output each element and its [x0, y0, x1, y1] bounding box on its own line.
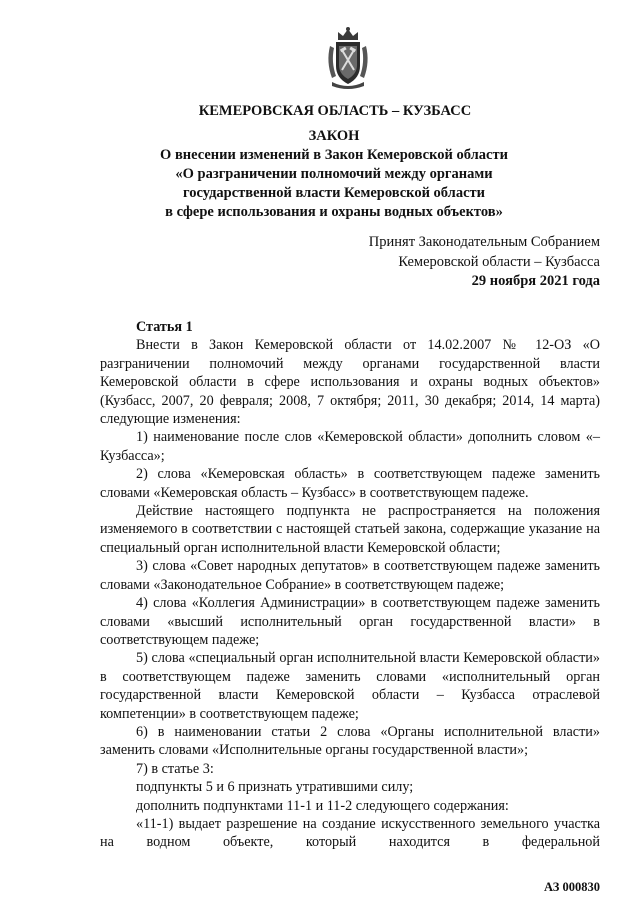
adoption-line: Кемеровской области – Кузбасса [398, 253, 600, 270]
article-paragraph: Действие настоящего подпункта не распространяется на положения изменяемого в соответствии с настоящей статьей закона, содержащие указание на специальный орган исполнительной власти Кемеровской области; [100, 503, 600, 556]
adoption-block [369, 233, 600, 292]
document-type: ЗАКОН [308, 128, 360, 144]
adoption-line: Принят Законодательным Собранием [368, 234, 600, 250]
article-heading: Статья 1 [136, 319, 193, 335]
article-paragraph: 2) слова «Кемеровская область» в соответствующем падеже заменить словами «Кемеровская область – Кузбасс» в соответствующем падеже. [100, 466, 600, 501]
article-paragraph: подпункты 5 и 6 признать утратившими силу; [136, 779, 414, 796]
law-title [0, 146, 640, 222]
article-body [100, 318, 600, 852]
region-heading: КЕМЕРОВСКАЯ ОБЛАСТЬ – КУЗБАСС [198, 103, 472, 119]
coat-of-arms-icon [324, 26, 372, 90]
article-paragraph: 4) слова «Коллегия Администрации» в соответствующем падеже заменить словами «высший исполнительный орган государственной власти» в соответствующем падеже; [100, 595, 600, 648]
article-paragraph: 1) наименование после слов «Кемеровской области» дополнить словом «– Кузбасса»; [100, 429, 600, 464]
form-serial-number: АЗ 000830 [544, 880, 600, 894]
article-paragraph: 3) слова «Совет народных депутатов» в соответствующем падеже заменить словами «Законодательное Собрание» в соответствующем падеже; [100, 558, 600, 593]
law-title-line: в сфере использования и охраны водных объектов» [165, 204, 503, 220]
law-title-line: государственной власти Кемеровской области [183, 185, 485, 201]
law-title-line: О внесении изменений в Закон Кемеровской области [160, 147, 508, 163]
article-paragraph: 5) слова «специальный орган исполнительной власти Кемеровской области» в соответствующем падеже заменить словами «исполнительный орган государственной власти Кемеровской области – Кузбасса отраслевой компетенции» в соответствующем падеже; [100, 650, 600, 722]
law-title-line: «О разграничении полномочий между органами [175, 166, 493, 182]
article-paragraph: дополнить подпунктами 11-1 и 11-2 следующего содержания: [136, 797, 509, 814]
article-paragraph: «11-1) выдает разрешение на создание искусственного земельного участка на водном объекте, который находится в федеральной [100, 815, 600, 851]
article-paragraph: Внести в Закон Кемеровской области от 14.02.2007 № 12-ОЗ «О разграничении полномочий между органами государственной власти Кемеровской области в сфере использования и охраны водных объектов» (Кузбасс, 2007, 20 февраля; 2008, 7 октября; 2011, 30 декабря; 2014, 14 марта) следующие изменения: [100, 337, 600, 428]
article-paragraph: 7) в статье 3: [136, 760, 214, 777]
adoption-date: 29 ноября 2021 года [471, 273, 600, 289]
article-paragraph: 6) в наименовании статьи 2 слова «Органы исполнительной власти» заменить словами «Исполнительные органы государственной власти»; [100, 723, 600, 759]
